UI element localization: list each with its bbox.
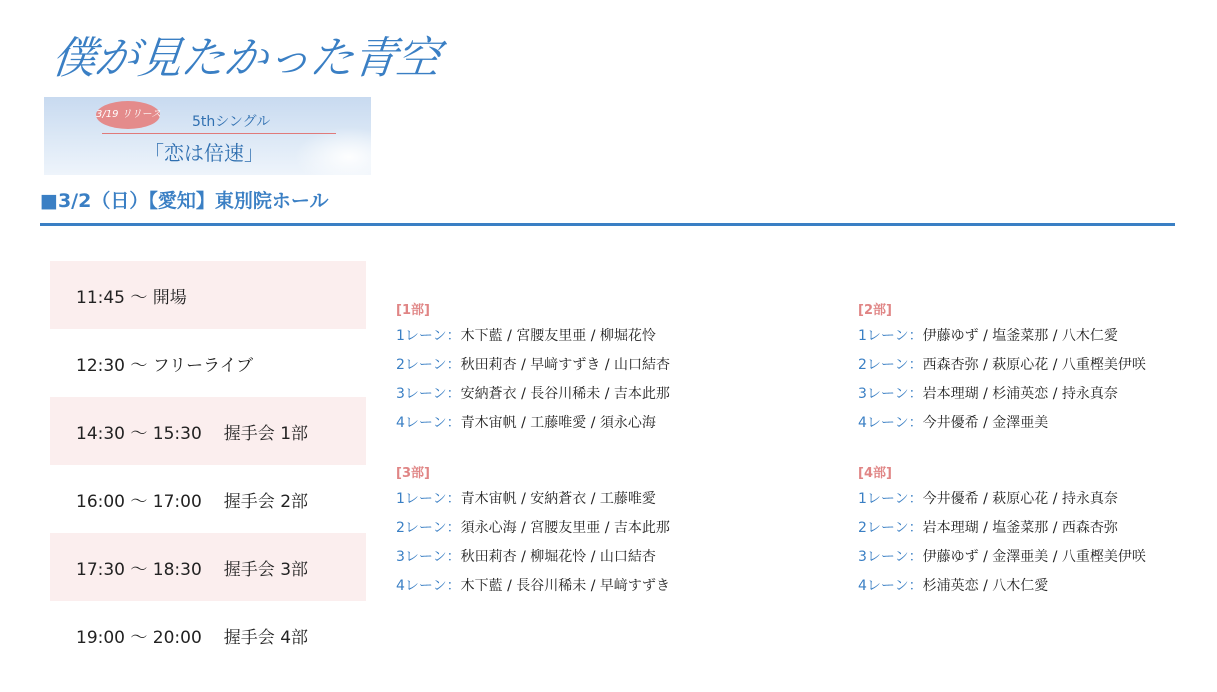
- schedule-row: [50, 533, 366, 601]
- lane-label: 3レーン：: [396, 386, 461, 402]
- lane-row: [858, 514, 1146, 543]
- lane-row: [858, 572, 1146, 601]
- schedule-time: 19:00 〜 20:00: [76, 627, 202, 648]
- schedule-label: 握手会 4部: [223, 627, 309, 648]
- heading-divider: [40, 223, 1175, 226]
- session-group-1: [396, 300, 670, 438]
- lane-label: 3レーン：: [858, 386, 923, 402]
- lane-label: 4レーン：: [858, 415, 923, 431]
- lane-label: 4レーン：: [858, 578, 923, 594]
- banner-divider: [102, 133, 336, 134]
- lane-label: 2レーン：: [858, 520, 923, 536]
- lane-members: 青木宙帆 / 安納蒼衣 / 工藤唯愛: [460, 491, 656, 507]
- lane-members: 今井優希 / 萩原心花 / 持永真奈: [922, 491, 1118, 507]
- lane-row: [858, 380, 1146, 409]
- lane-row: [396, 543, 670, 572]
- lane-members: 青木宙帆 / 工藤唯愛 / 須永心海: [460, 415, 656, 431]
- lane-row: [396, 351, 670, 380]
- lane-members: 今井優希 / 金澤亜美: [922, 415, 1049, 431]
- lane-row: [396, 322, 670, 351]
- lane-members: 木下藍 / 宮腰友里亜 / 柳堀花怜: [460, 328, 656, 344]
- schedule-time: 12:30 〜 フリーライブ: [76, 355, 254, 376]
- lane-row: [396, 380, 670, 409]
- lane-label: 4レーン：: [396, 415, 461, 431]
- schedule-row: [50, 261, 366, 329]
- lane-row: [396, 514, 670, 543]
- single-title: 「恋は倍速」: [144, 141, 264, 165]
- single-release-banner[interactable]: [44, 97, 371, 175]
- lane-members: 秋田莉杏 / 柳堀花怜 / 山口結杏: [460, 549, 656, 565]
- session-title: [2部]: [858, 303, 892, 318]
- schedule-row: [50, 397, 366, 465]
- lane-members: 伊藤ゆず / 塩釜菜那 / 八木仁愛: [922, 328, 1118, 344]
- schedule-label: 握手会 3部: [223, 559, 309, 580]
- lane-label: 1レーン：: [396, 491, 461, 507]
- lane-row: [396, 572, 670, 601]
- schedule-time: 14:30 〜 15:30: [76, 423, 202, 444]
- session-group-3: [396, 463, 670, 601]
- session-title: [3部]: [396, 466, 430, 481]
- schedule-row: [50, 329, 366, 397]
- lane-members: 岩本理瑚 / 塩釜菜那 / 西森杏弥: [922, 520, 1118, 536]
- logo: 僕が見たかった青空: [49, 33, 442, 84]
- lane-members: 伊藤ゆず / 金澤亜美 / 八重樫美伊咲: [922, 549, 1146, 565]
- event-heading: ■3/2（日）【愛知】東別院ホール: [40, 190, 329, 212]
- schedule-time: 11:45 〜 開場: [76, 287, 187, 308]
- lane-row: [858, 351, 1146, 380]
- cloud-decoration: [294, 127, 371, 175]
- lane-label: 3レーン：: [396, 549, 461, 565]
- schedule-label: 握手会 2部: [223, 491, 309, 512]
- lane-members: 西森杏弥 / 萩原心花 / 八重樫美伊咲: [922, 357, 1146, 373]
- lane-members: 安納蒼衣 / 長谷川稀未 / 吉本此那: [460, 386, 670, 402]
- lane-members: 須永心海 / 宮腰友里亜 / 吉本此那: [460, 520, 670, 536]
- lane-row: [396, 485, 670, 514]
- lane-row: [858, 322, 1146, 351]
- lane-label: 3レーン：: [858, 549, 923, 565]
- lane-members: 木下藍 / 長谷川稀未 / 早﨑すずき: [460, 578, 671, 594]
- lane-row: [858, 485, 1146, 514]
- schedule-label: 握手会 1部: [223, 423, 309, 444]
- lane-label: 2レーン：: [396, 357, 461, 373]
- session-group-4: [858, 463, 1146, 601]
- lane-row: [858, 543, 1146, 572]
- lane-label: 4レーン：: [396, 578, 461, 594]
- schedule-list: [50, 261, 366, 669]
- lane-row: [396, 409, 670, 438]
- lane-label: 1レーン：: [396, 328, 461, 344]
- single-number-label: 5thシングル: [192, 114, 271, 130]
- release-date-badge: 3/19 リリース: [96, 101, 160, 129]
- lane-members: 杉浦英恋 / 八木仁愛: [922, 578, 1049, 594]
- session-title: [4部]: [858, 466, 892, 481]
- schedule-row: [50, 601, 366, 669]
- lane-members: 岩本理瑚 / 杉浦英恋 / 持永真奈: [922, 386, 1118, 402]
- lane-row: [858, 409, 1146, 438]
- session-title: [1部]: [396, 303, 430, 318]
- session-group-2: [858, 300, 1146, 438]
- schedule-time: 17:30 〜 18:30: [76, 559, 202, 580]
- lane-label: 1レーン：: [858, 328, 923, 344]
- lane-label: 2レーン：: [858, 357, 923, 373]
- schedule-time: 16:00 〜 17:00: [76, 491, 202, 512]
- lane-label: 2レーン：: [396, 520, 461, 536]
- lane-members: 秋田莉杏 / 早﨑すずき / 山口結杏: [460, 357, 671, 373]
- lane-label: 1レーン：: [858, 491, 923, 507]
- schedule-row: [50, 465, 366, 533]
